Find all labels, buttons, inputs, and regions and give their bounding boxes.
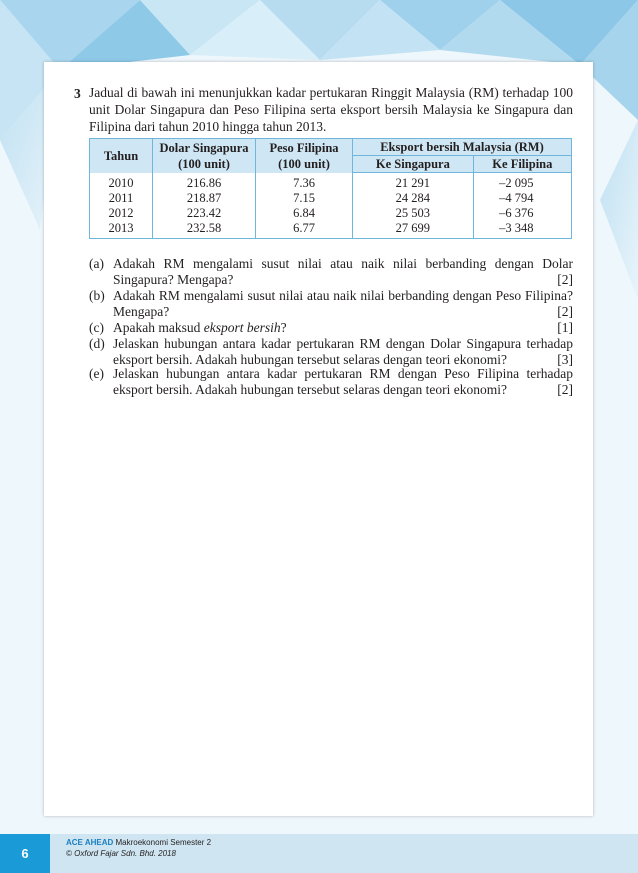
footer-brand: ACE AHEAD (66, 838, 114, 847)
question-part-e (89, 366, 573, 398)
header-to-singapore: Ke Singapura (353, 156, 474, 173)
part-text: Adakah RM mengalami susut nilai atau naik nilai berbanding dengan Peso Filipina? Mengapa? (113, 288, 573, 319)
table-row (90, 191, 572, 206)
question-part-b (89, 288, 573, 320)
table-row (90, 221, 572, 239)
part-text-after: ? (280, 320, 287, 335)
cell-php: 6.77 (256, 221, 353, 239)
header-php (256, 139, 353, 173)
cell-php: 7.15 (256, 191, 353, 206)
part-label: (e) (89, 366, 104, 381)
part-label: (d) (89, 336, 105, 351)
part-text: Adakah RM mengalami susut nilai atau naik nilai berbanding dengan Dolar Singapura? Mengapa? (113, 256, 573, 287)
header-php-line2: (100 unit) (278, 156, 330, 171)
header-php-line1: Peso Filipina (269, 140, 339, 155)
cell-sgd: 216.86 (153, 173, 256, 192)
table-row (90, 206, 572, 221)
cell-php: 6.84 (256, 206, 353, 221)
footer-copyright: © Oxford Fajar Sdn. Bhd. 2018 (66, 849, 176, 858)
cell-export-ph: –3 348 (499, 221, 534, 235)
table-row (90, 173, 572, 192)
cell-sgd: 223.42 (153, 206, 256, 221)
cell-export-sg: 27 699 (353, 221, 474, 239)
part-text-italic: eksport bersih (203, 320, 281, 335)
part-label: (b) (89, 288, 105, 303)
header-sgd (153, 139, 256, 173)
cell-php: 7.36 (256, 173, 353, 192)
cell-year: 2010 (90, 173, 153, 192)
page-number: 6 (0, 834, 50, 873)
question-part-c (89, 320, 573, 336)
part-marks: [2] (557, 272, 573, 287)
part-marks: [2] (557, 382, 573, 397)
part-text-before: Apakah maksud (113, 320, 204, 335)
cell-export-sg: 24 284 (353, 191, 474, 206)
header-to-philippines: Ke Filipina (473, 156, 571, 173)
cell-year: 2011 (90, 191, 153, 206)
part-marks: [2] (557, 304, 573, 319)
part-text: Jelaskan hubungan antara kadar pertukaran RM dengan Peso Filipina terhadap eksport bersih. Adakah hubungan tersebut selaras dengan teori ekonomi? (113, 366, 573, 397)
exchange-rate-table (89, 138, 572, 239)
footer-title (66, 838, 211, 847)
cell-export-sg: 21 291 (353, 173, 474, 192)
header-net-export: Eksport bersih Malaysia (RM) (353, 139, 572, 156)
header-sgd-line1: Dolar Singapura (159, 140, 249, 155)
cell-export-ph: –6 376 (499, 206, 534, 220)
question-part-a (89, 256, 573, 288)
cell-sgd: 218.87 (153, 191, 256, 206)
cell-sgd: 232.58 (153, 221, 256, 239)
header-sgd-line2: (100 unit) (178, 156, 230, 171)
part-marks: [3] (557, 352, 573, 367)
cell-export-sg: 25 503 (353, 206, 474, 221)
question-intro: Jadual di bawah ini menunjukkan kadar pertukaran Ringgit Malaysia (RM) terhadap 100 unit Dolar Singapura dan Peso Filipina serta eksport bersih Malaysia ke Singapura dan Filipina dari tahun 2010 hingga tahun 2013. (89, 85, 573, 134)
header-year: Tahun (90, 139, 153, 173)
footer-subject: Makroekonomi Semester 2 (115, 838, 212, 847)
question-part-d (89, 336, 573, 368)
cell-year: 2013 (90, 221, 153, 239)
cell-export-ph: –4 794 (499, 191, 534, 205)
cell-export-ph: –2 095 (499, 176, 534, 190)
part-label: (c) (89, 320, 104, 335)
question-number: 3 (74, 86, 81, 101)
part-label: (a) (89, 256, 104, 271)
part-text: Jelaskan hubungan antara kadar pertukaran RM dengan Dolar Singapura terhadap eksport bersih. Adakah hubungan tersebut selaras dengan teori ekonomi? (113, 336, 573, 367)
cell-year: 2012 (90, 206, 153, 221)
part-marks: [1] (557, 320, 573, 335)
